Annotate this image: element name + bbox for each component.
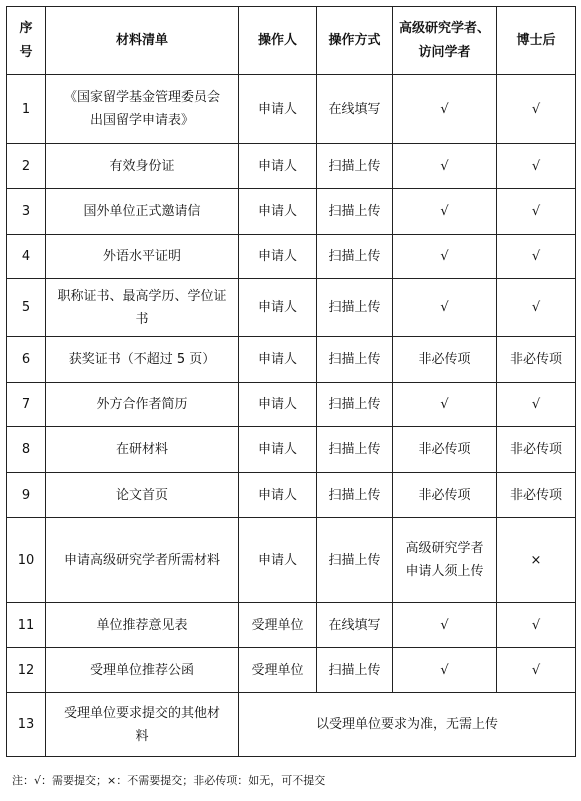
row-no: 11 — [7, 603, 46, 648]
row-postdoc: √ — [497, 144, 576, 189]
row-operator: 申请人 — [239, 427, 317, 473]
header-no: 序号 — [7, 7, 46, 75]
row-item: 《国家留学基金管理委员会出国留学申请表》 — [46, 75, 239, 144]
table-row — [7, 473, 576, 518]
row-method: 扫描上传 — [317, 383, 393, 427]
row-no: 5 — [7, 279, 46, 337]
row-senior-scholar: 高级研究学者申请人须上传 — [393, 518, 497, 603]
row-method: 在线填写 — [317, 75, 393, 144]
row-no: 12 — [7, 648, 46, 693]
row-postdoc: 非必传项 — [497, 337, 576, 383]
table-row — [7, 518, 576, 603]
row-postdoc: 非必传项 — [497, 473, 576, 518]
row-senior-scholar: √ — [393, 279, 497, 337]
row-no: 9 — [7, 473, 46, 518]
row-item: 国外单位正式邀请信 — [46, 189, 239, 235]
row-senior-scholar: √ — [393, 235, 497, 279]
row-operator: 申请人 — [239, 383, 317, 427]
header-senior-scholar: 高级研究学者、访问学者 — [393, 7, 497, 75]
row-postdoc: √ — [497, 189, 576, 235]
row-postdoc: √ — [497, 279, 576, 337]
row-method: 扫描上传 — [317, 337, 393, 383]
table-row — [7, 427, 576, 473]
row-senior-scholar: 非必传项 — [393, 427, 497, 473]
table-row — [7, 603, 576, 648]
row-operator: 受理单位 — [239, 603, 317, 648]
table-row — [7, 693, 576, 757]
row-senior-scholar: √ — [393, 648, 497, 693]
row-senior-scholar: √ — [393, 189, 497, 235]
row-no: 13 — [7, 693, 46, 757]
row-item: 论文首页 — [46, 473, 239, 518]
row-method: 扫描上传 — [317, 189, 393, 235]
row-no: 7 — [7, 383, 46, 427]
row-method: 扫描上传 — [317, 144, 393, 189]
row-postdoc: × — [497, 518, 576, 603]
row-operator: 申请人 — [239, 189, 317, 235]
row-operator: 受理单位 — [239, 648, 317, 693]
materials-table — [6, 6, 576, 757]
row-postdoc: √ — [497, 383, 576, 427]
header-row — [7, 7, 576, 75]
row-method: 扫描上传 — [317, 518, 393, 603]
row-method: 在线填写 — [317, 603, 393, 648]
row-postdoc: √ — [497, 75, 576, 144]
row-method: 扫描上传 — [317, 648, 393, 693]
row-item: 有效身份证 — [46, 144, 239, 189]
footnote: 注：√：需要提交；×：不需要提交；非必传项：如无，可不提交 — [12, 774, 326, 787]
row-senior-scholar: √ — [393, 144, 497, 189]
row-item: 申请高级研究学者所需材料 — [46, 518, 239, 603]
row-item: 职称证书、最高学历、学位证书 — [46, 279, 239, 337]
row-no: 10 — [7, 518, 46, 603]
row-senior-scholar: √ — [393, 603, 497, 648]
row-operator: 申请人 — [239, 518, 317, 603]
row-item: 获奖证书（不超过 5 页） — [46, 337, 239, 383]
header-item: 材料清单 — [46, 7, 239, 75]
row-method: 扫描上传 — [317, 279, 393, 337]
table-row — [7, 648, 576, 693]
row-operator: 申请人 — [239, 144, 317, 189]
row-no: 4 — [7, 235, 46, 279]
row-operator: 申请人 — [239, 279, 317, 337]
row-postdoc: 非必传项 — [497, 427, 576, 473]
row-method: 扫描上传 — [317, 473, 393, 518]
table-row — [7, 383, 576, 427]
row-postdoc: √ — [497, 603, 576, 648]
table-row — [7, 189, 576, 235]
row-item: 单位推荐意见表 — [46, 603, 239, 648]
row-item: 受理单位要求提交的其他材料 — [46, 693, 239, 757]
row-item: 受理单位推荐公函 — [46, 648, 239, 693]
row-no: 8 — [7, 427, 46, 473]
row-operator: 申请人 — [239, 473, 317, 518]
row-merged-requirement: 以受理单位要求为准，无需上传 — [239, 693, 576, 757]
row-method: 扫描上传 — [317, 427, 393, 473]
header-postdoc: 博士后 — [497, 7, 576, 75]
row-no: 1 — [7, 75, 46, 144]
row-item: 外方合作者简历 — [46, 383, 239, 427]
header-method: 操作方式 — [317, 7, 393, 75]
row-senior-scholar: 非必传项 — [393, 473, 497, 518]
table-row — [7, 279, 576, 337]
row-no: 3 — [7, 189, 46, 235]
row-senior-scholar: √ — [393, 75, 497, 144]
row-senior-scholar: 非必传项 — [393, 337, 497, 383]
row-postdoc: √ — [497, 235, 576, 279]
row-operator: 申请人 — [239, 75, 317, 144]
table-row — [7, 75, 576, 144]
row-no: 6 — [7, 337, 46, 383]
header-operator: 操作人 — [239, 7, 317, 75]
row-postdoc: √ — [497, 648, 576, 693]
row-item: 在研材料 — [46, 427, 239, 473]
row-no: 2 — [7, 144, 46, 189]
table-row — [7, 337, 576, 383]
row-item: 外语水平证明 — [46, 235, 239, 279]
row-operator: 申请人 — [239, 235, 317, 279]
row-senior-scholar: √ — [393, 383, 497, 427]
row-method: 扫描上传 — [317, 235, 393, 279]
row-operator: 申请人 — [239, 337, 317, 383]
table-row — [7, 235, 576, 279]
table-row — [7, 144, 576, 189]
